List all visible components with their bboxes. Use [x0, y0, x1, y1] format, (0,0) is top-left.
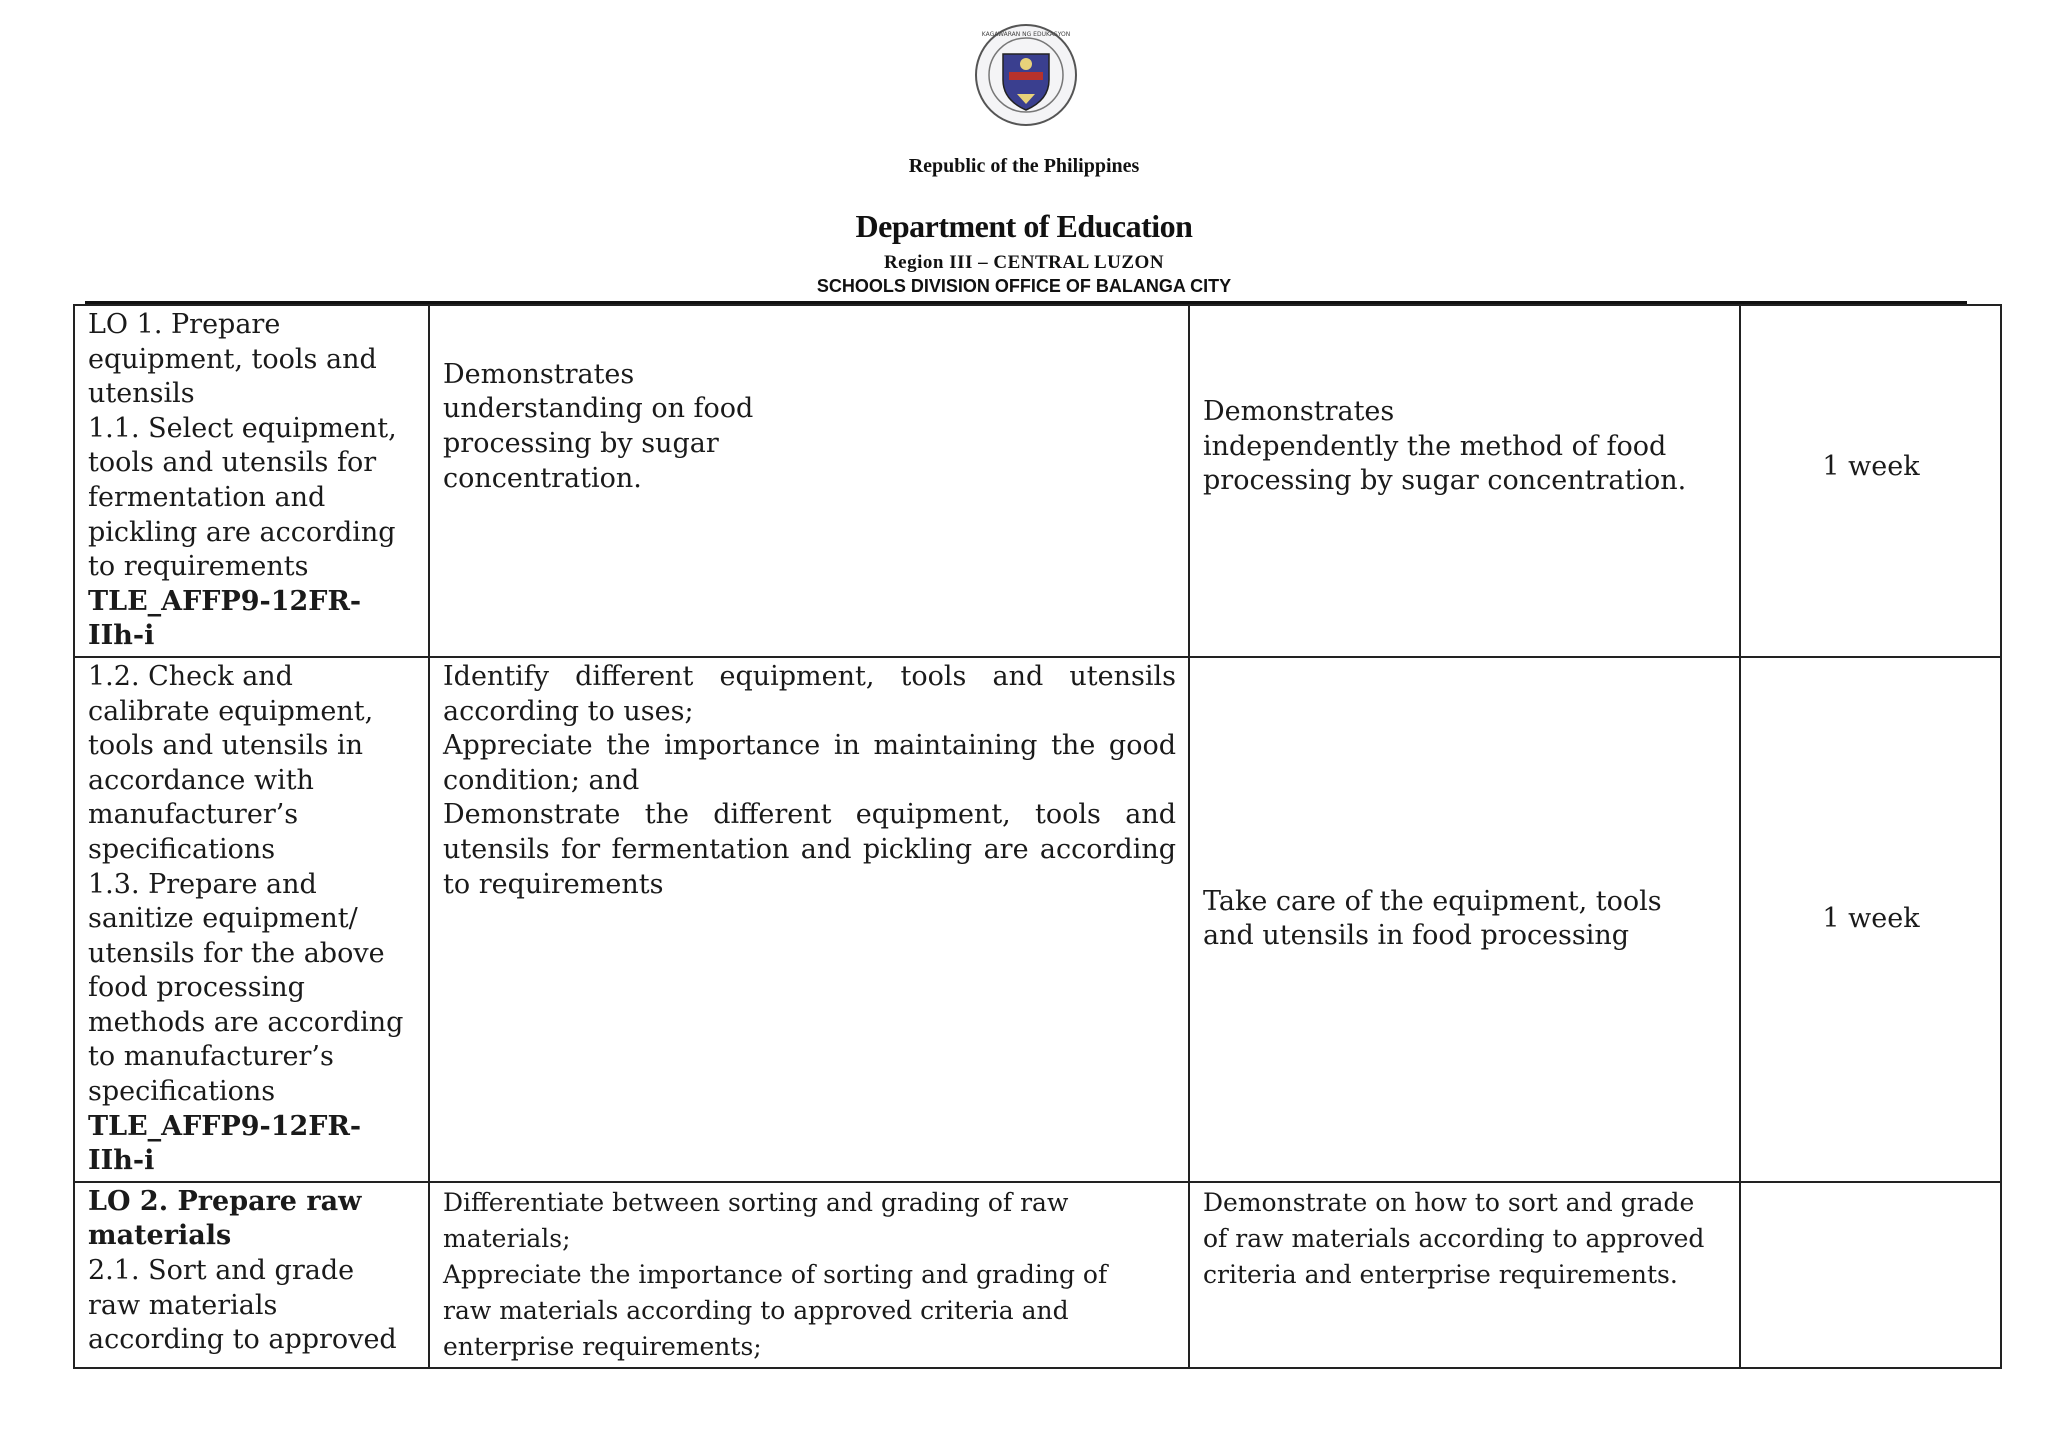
- cell-paragraph: Demonstrate the different equipment, tools and utensils for fermentation and pickling are according to requirements: [443, 799, 1176, 900]
- cell-line: raw materials: [88, 1289, 278, 1321]
- cell-line: raw materials according to approved criteria and: [443, 1295, 1069, 1325]
- curriculum-table: [73, 304, 2002, 1369]
- cell-line: to requirements: [88, 551, 309, 583]
- cell-line: specifications: [88, 1076, 276, 1108]
- cell-line: processing by sugar: [443, 427, 719, 459]
- cell-line: utensils: [88, 378, 195, 410]
- cell-line: 1.3. Prepare and: [88, 868, 317, 900]
- cell-paragraph: Identify different equipment, tools and utensils according to uses;: [443, 660, 1176, 727]
- cell-line: materials;: [443, 1223, 571, 1253]
- cell-line: 1.2. Check and: [88, 660, 293, 692]
- table-row: [74, 305, 2001, 657]
- cell-line: manufacturer’s: [88, 799, 299, 831]
- cell-line: fermentation and: [88, 481, 326, 513]
- lo-heading: materials: [88, 1220, 232, 1252]
- cell-line: tools and utensils for: [88, 447, 377, 479]
- content-cell: [429, 657, 1189, 1182]
- cell-line: Demonstrates: [1203, 396, 1395, 428]
- cell-line: equipment, tools and: [88, 343, 377, 375]
- cell-line: 1.1. Select equipment,: [88, 412, 397, 444]
- competency-code: IIh-i: [88, 1145, 155, 1177]
- duration-cell: [1740, 1182, 2001, 1368]
- header-republic: Republic of the Philippines: [908, 155, 1140, 177]
- cell-line: Differentiate between sorting and grading of raw: [443, 1187, 1069, 1217]
- learning-outcome-cell: [74, 1182, 429, 1368]
- cell-line: methods are according: [88, 1006, 404, 1038]
- table-row: [74, 657, 2001, 1182]
- cell-line: food processing: [88, 972, 305, 1004]
- cell-line: tools and utensils in: [88, 730, 363, 762]
- cell-line: understanding on food: [443, 393, 754, 425]
- header-department: Department of Education: [855, 208, 1193, 244]
- competency-code: TLE_AFFP9-12FR-: [88, 585, 362, 617]
- duration-cell: [1740, 305, 2001, 657]
- competency-code: TLE_AFFP9-12FR-: [88, 1110, 362, 1142]
- cell-line: criteria and enterprise requirements.: [1203, 1259, 1678, 1289]
- competency-code: IIh-i: [88, 620, 155, 652]
- cell-paragraph: Appreciate the importance in maintaining the good condition; and: [443, 730, 1176, 796]
- cell-line: according to approved: [88, 1324, 397, 1356]
- svg-text:KAGAWARAN NG EDUKASYON: KAGAWARAN NG EDUKASYON: [981, 31, 1071, 38]
- table-row: [74, 1182, 2001, 1368]
- cell-line: Demonstrates: [443, 358, 635, 390]
- cell-line: sanitize equipment/: [88, 903, 358, 935]
- cell-line: Take care of the equipment, tools: [1203, 885, 1662, 917]
- learning-outcome-cell: [74, 305, 429, 657]
- cell-line: and utensils in food processing: [1203, 920, 1630, 952]
- performance-cell: [1189, 657, 1740, 1182]
- cell-line: accordance with: [88, 764, 314, 796]
- content-cell: [429, 1182, 1189, 1368]
- cell-line: processing by sugar concentration.: [1203, 465, 1687, 497]
- content-cell: [429, 305, 1189, 657]
- cell-line: independently the method of food: [1203, 430, 1667, 462]
- cell-line: 2.1. Sort and grade: [88, 1255, 355, 1287]
- cell-line: Appreciate the importance of sorting and grading of: [443, 1259, 1108, 1289]
- deped-seal-logo: [973, 22, 1079, 128]
- duration-cell: [1740, 657, 2001, 1182]
- cell-line: concentration.: [443, 462, 642, 494]
- performance-cell: [1189, 1182, 1740, 1368]
- cell-line: utensils for the above: [88, 937, 385, 969]
- lo-heading: LO 2. Prepare raw: [88, 1185, 362, 1217]
- header-region: Region III – CENTRAL LUZON: [883, 252, 1165, 273]
- cell-line: specifications: [88, 833, 276, 865]
- learning-outcome-cell: [74, 657, 429, 1182]
- cell-line: pickling are according: [88, 516, 396, 548]
- cell-line: Demonstrate on how to sort and grade: [1203, 1187, 1695, 1217]
- cell-line: enterprise requirements;: [443, 1331, 762, 1361]
- header-division: SCHOOLS DIVISION OFFICE OF BALANGA CITY: [816, 276, 1232, 296]
- cell-line: LO 1. Prepare: [88, 309, 281, 340]
- duration-text: 1 week: [1822, 450, 1920, 482]
- cell-line: of raw materials according to approved: [1203, 1223, 1705, 1253]
- duration-text: 1 week: [1822, 903, 1920, 935]
- cell-line: to manufacturer’s: [88, 1041, 334, 1073]
- cell-line: calibrate equipment,: [88, 695, 374, 727]
- performance-cell: [1189, 305, 1740, 657]
